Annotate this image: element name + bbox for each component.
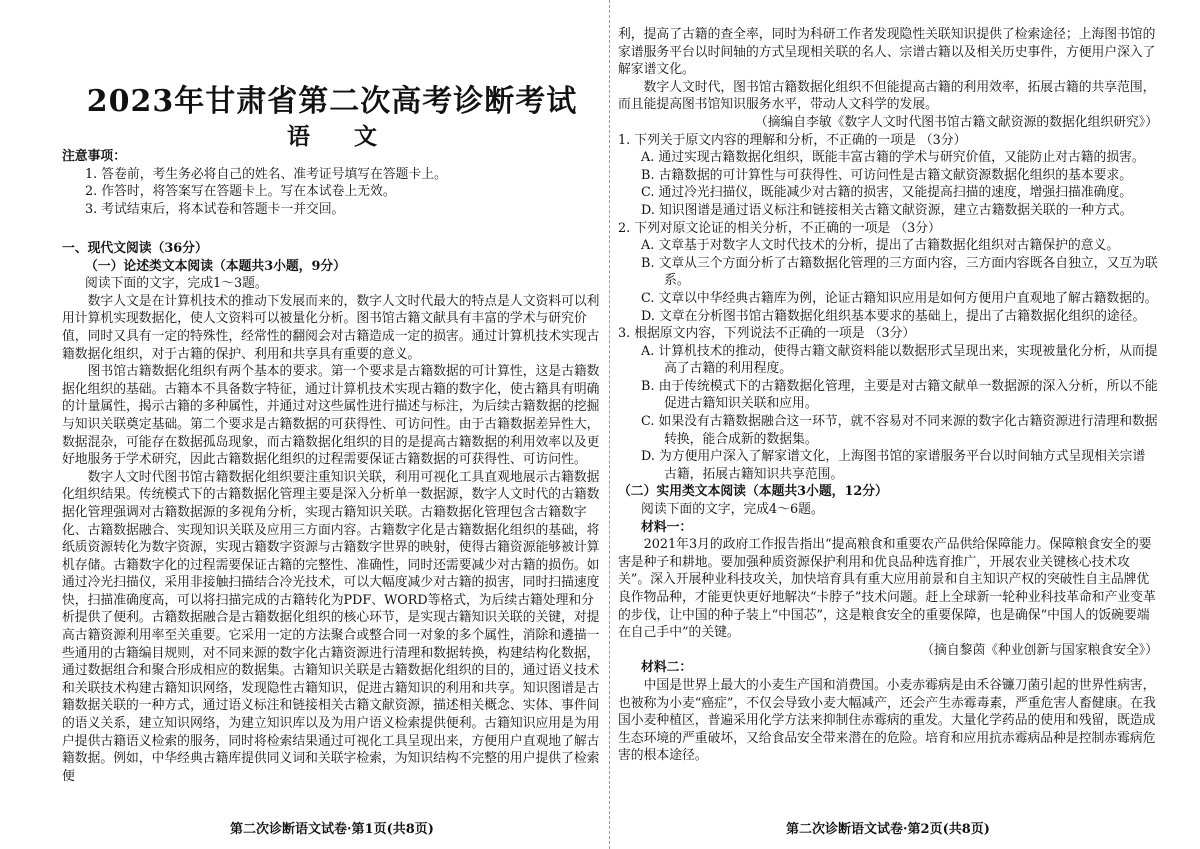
- question-1: 1. 下列关于原文内容的理解和分析，不正确的一项是 （3分）: [618, 132, 967, 148]
- reading-section: [62, 240, 602, 785]
- notice-heading: 注意事项：: [62, 149, 126, 164]
- option-a: A. 文章基于对数字人文时代技术的分析，提出了古籍数据化组织对古籍保护的意义。: [641, 238, 1120, 254]
- option-b: B. 古籍数据的可计算性与可获得性、可访问性是古籍文献资源数据化组织的基本要求。: [641, 167, 1133, 183]
- option-c: C. 文章以中华经典古籍库为例，论证古籍知识应用是如何方便用户直观地了解古籍数据的。: [641, 290, 1158, 306]
- material-label: 材料二：: [641, 660, 693, 676]
- page2-content: [618, 26, 1158, 765]
- option-b: B. 由于传统模式下的古籍数据化管理，主要是对古籍文献单一数据源的深入分析，所以不能促进古籍知识关联和应用。: [641, 378, 1158, 412]
- source-citation: （摘自黎茵《种业创新与国家粮食安全》）: [921, 642, 1158, 658]
- option-b: B. 文章从三个方面分析了古籍数据化管理的三方面内容，三方面内容既各自独立，又互为联系。: [641, 255, 1158, 289]
- section-heading: 一、现代文阅读（36分）: [62, 241, 208, 256]
- option-d: D. 知识图谱是通过语义标注和链接相关古籍文献资源，建立古籍数据关联的一种方式。: [641, 202, 1133, 218]
- subsection-heading: （二）实用类文本阅读（本题共3小题，12分）: [618, 484, 888, 500]
- read-prompt: 阅读下面的文字，完成4～6题。: [641, 502, 824, 518]
- read-prompt: 阅读下面的文字，完成1～3题。: [85, 276, 268, 292]
- question-3: 3. 根据原文内容，下列说法不正确的一项是 （3分）: [618, 326, 916, 342]
- notice-item: 3. 考试结束后，将本试卷和答题卡一并交回。: [85, 201, 345, 217]
- article-paragraph: 数字人文时代图书馆古籍数据化组织要注重知识关联，利用可视化工具直观地展示古籍数据化组织结果。传统模式下的古籍数据化管理主要是深入分析单一数据源，数字人文时代的古籍数据化管理强调对古籍数据源的多视角分析，实现古籍知识关联。古籍数据化管理包含古籍数字化、古籍数据融合、实现知识关联及应用三方面内容。古籍数字化是古籍数据化组织的基础，将纸质资源转化为数字资源，实现古籍数字资源与古籍数字世界的映射，使得古籍资源能够被计算机存储。古籍数字化的过程需要保证古籍的完整性、准确性，同时还需要减少对古籍的损伤。如通过冷光扫描仪，采用非接触扫描结合冷光技术，可以大幅度减少对古籍的损害，同时扫描速度快，扫描准确度高，可以将扫描完成的古籍转化为PDF、WORD等格式，为后续古籍处理和分析提供了便利。古籍数据融合是古籍数据化组织的核心环节，是实现古籍知识关联的关键，对提高古籍资源利用率至关重要。它采用一定的方法聚合或整合同一对象的多个属性，消除和遴描一些通用的古籍编目规则，对不同来源的数字化古籍资源进行清理和数据转换，构建结构化数据，通过数据组合和聚合形成相应的数据集。古籍知识关联是古籍数据化组织的目的，通过语义技术和关联技术构建古籍知识网络，发现隐性古籍知识，促进古籍知识的利用和共享。知识图谱是古籍数据关联的一种方式，通过语义标注和链接相关古籍文献资源，描述相关概念、实体、事件间的语义关系，建立知识网络，为建立知识库以及为用户语义检索提供便利。古籍知识应用是为用户提供古籍语义检索的服务，同时将检索结果通过可视化工具呈现出来，方便用户直观地了解古籍数据。例如，中华经典古籍库提供同义词和关联字检索，为知识结构不完整的用户提供了检索便: [62, 469, 600, 784]
- material-label: 材料一：: [641, 519, 693, 535]
- material-paragraph: 中国是世界上最大的小麦生产国和消费国。小麦赤霉病是由禾谷镰刀菌引起的世界性病害，也被称为小麦“癌症”，不仅会导致小麦大幅减产，还会产生赤霉毒素，严重危害人畜健康。在我国小麦种植区，普遍采用化学方法来抑制住赤霉病的重发。大量化学药品的使用和残留，既造成生态环境的严重破坏，又给食品安全带来潜在的危险。培育和应用抗赤霉病品种是控制赤霉病危害的根本途径。: [618, 677, 1156, 764]
- exam-page-2: [618, 0, 1158, 849]
- notice-block: [62, 148, 602, 218]
- option-d: D. 为方便用户深入了解家谱文化，上海图书馆的家谱服务平台以时间轴方式呈现相关宗谱古籍，拓展古籍知识共享范围。: [641, 449, 1146, 482]
- option-a: A. 计算机技术的推动，使得古籍文献资料能以数据形式呈现出来，实现被量化分析，从而提高了古籍的利用程度。: [641, 343, 1158, 377]
- article-paragraph: 数字人文是在计算机技术的推动下发展而来的，数字人文时代最大的特点是人文资料可以利用计算机实现数据化，使人文资料可以被量化分析。图书馆古籍文献具有丰富的学术与研究价值，同时又具有一定的特殊性，经常性的翻阅会对古籍造成一定的损害。通过计算机技术实现古籍数据化组织，对于古籍的保护、利用和共享具有重要的意义。: [62, 293, 600, 362]
- option-c: C. 如果没有古籍数据融合这一环节，就不容易对不同来源的数字化古籍资源进行清理和数据转换，能合成新的数据集。: [641, 414, 1158, 447]
- material-paragraph: 2021年3月的政府工作报告指出“提高粮食和重要农产品供给保障能力。保障粮食安全的要害是种子和耕地。要加强种质资源保护利用和优良品种选育推广，开展农业关键核心技术攻关”。深入开展种业科技攻关，加快培育具有重大应用前景和自主知识产权的突破性自主品牌优良作物品种，才能更快更好地解决“卡脖子”技术问题。赶上全球新一轮种业科技革命和产业变革的步伐，让中国的种子装上“中国芯”，这是粮食安全的重要保障，也是确保“中国人的饭碗要端在自己手中”的关键。: [618, 537, 1156, 641]
- page-footer: 第二次诊断语文试卷·第1页(共8页): [230, 822, 434, 837]
- subsection-heading: （一）论述类文本阅读（本题共3小题，9分）: [85, 258, 346, 274]
- option-c: C. 通过冷光扫描仪，既能减少对古籍的损害，又能提高扫描的速度，增强扫描准确度。: [641, 185, 1133, 201]
- page-footer: 第二次诊断语文试卷·第2页(共8页): [786, 822, 990, 837]
- subject-title: 语文: [287, 123, 421, 150]
- option-a: A. 通过实现古籍数据化组织，既能丰富古籍的学术与研究价值，又能防止对古籍的损害。: [641, 150, 1145, 166]
- exam-title: 2023年甘肃省第二次高考诊断考试: [86, 84, 578, 119]
- option-d: D. 文章在分析图书馆古籍数据化组织基本要求的基础上，提出了古籍数据化组织的途径。: [641, 308, 1146, 324]
- notice-item: 2. 作答时，将答案写在答题卡上。写在本试卷上无效。: [85, 184, 396, 200]
- page-divider: [609, 0, 610, 849]
- source-citation: （摘编自李敏《数字人文时代图书馆古籍文献资源的数据化组织研究》）: [754, 114, 1158, 130]
- article-paragraph: 利，提高了古籍的查全率，同时为科研工作者发现隐性关联知识提供了检索途径；上海图书馆的家谱服务平台以时间轴的方式呈现相关联的名人、宗谱古籍以及相关历史事件，方便用户深入了解家谱文化。: [618, 27, 1156, 78]
- notice-item: 1. 答卷前，考生务必将自己的姓名、准考证号填写在答题卡上。: [85, 166, 447, 182]
- question-2: 2. 下列对原文论证的相关分析，不正确的一项是 （3分）: [618, 220, 941, 236]
- article-paragraph: 数字人文时代，图书馆古籍数据化组织不但能提高古籍的利用效率，拓展古籍的共享范围，而且能提高图书馆知识服务水平，带动人文科学的发展。: [618, 79, 1156, 113]
- article-paragraph: 图书馆古籍数据化组织有两个基本的要求。第一个要求是古籍数据的可计算性，这是古籍数据化组织的基础。古籍本不具备数字特征，通过计算机技术实现古籍的数字化，使古籍具有明确的计量属性，揭示古籍的多种属性，并通过对这些属性进行描述与标注，为后续古籍数据的挖掘与知识关联奠定基础。第二个要求是古籍数据的可获得性、可访问性。由于古籍数据差异性大，数据混杂，可能存在数据孤岛现象，而古籍数据化组织的目的是提高古籍数据的利用效率以及更好地服务于学术研究，因此古籍数据化组织的过程需要保证古籍数据的可获得性、可访问性。: [62, 364, 600, 468]
- exam-page-1: [62, 0, 602, 849]
